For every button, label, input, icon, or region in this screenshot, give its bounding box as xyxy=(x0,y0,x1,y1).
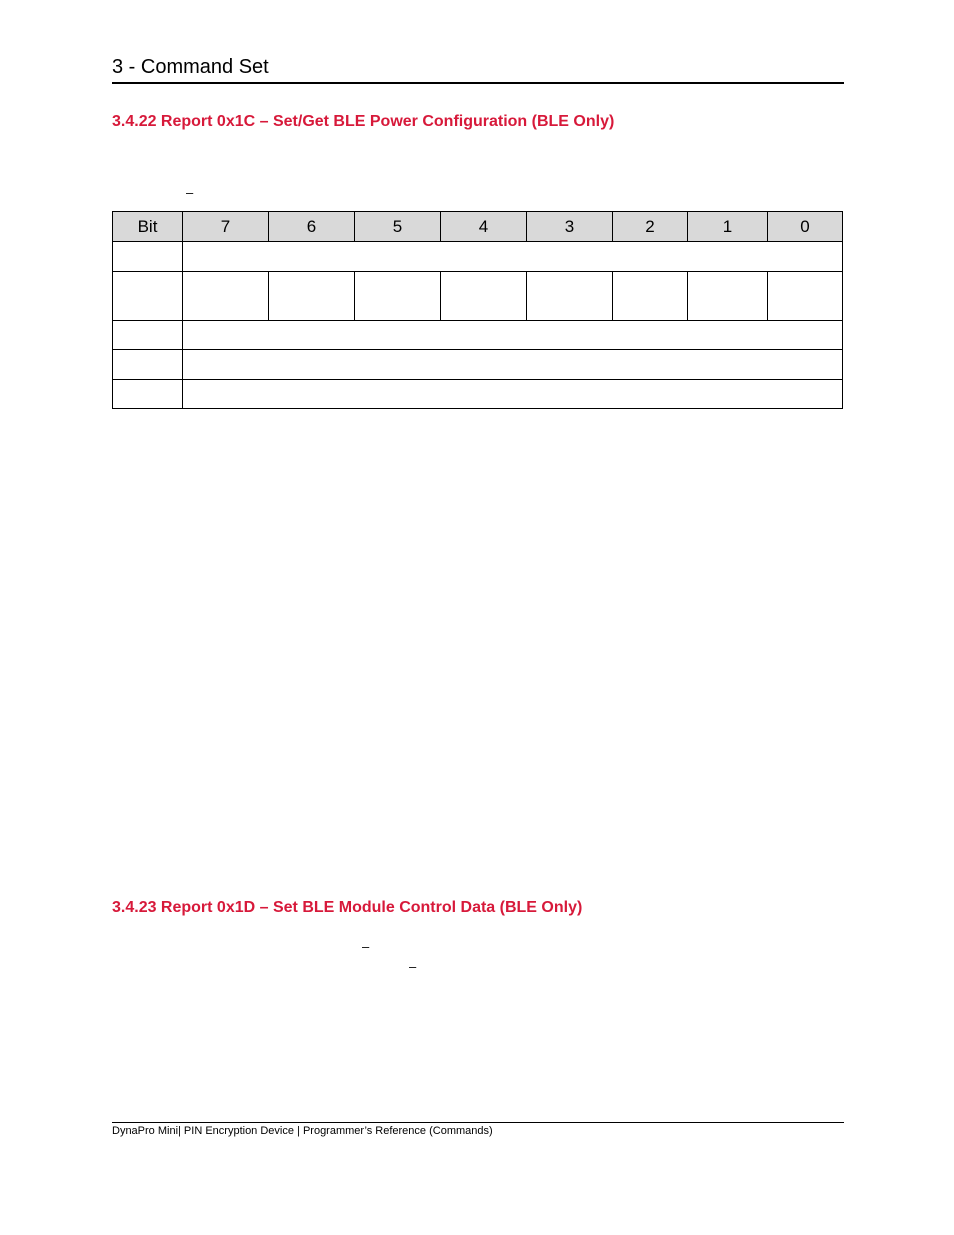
footer-divider xyxy=(112,1122,844,1123)
table-header-cell: Bit xyxy=(113,212,183,242)
chapter-divider xyxy=(112,82,844,84)
table-row xyxy=(113,350,843,380)
table-header-row xyxy=(113,212,843,242)
table-cell-merged xyxy=(183,321,843,350)
table-header-cell: 4 xyxy=(441,212,527,242)
table-cell xyxy=(113,350,183,380)
table-cell xyxy=(113,272,183,321)
table-cell xyxy=(113,242,183,272)
table-row xyxy=(113,242,843,272)
chapter-title: 3 - Command Set xyxy=(112,56,269,78)
table-header-cell: 0 xyxy=(768,212,843,242)
table-row xyxy=(113,380,843,409)
table-cell xyxy=(441,272,527,321)
table-cell xyxy=(688,272,768,321)
table-cell-merged xyxy=(183,350,843,380)
table-header-cell: 1 xyxy=(688,212,768,242)
table-row xyxy=(113,272,843,321)
table-header-cell: 6 xyxy=(269,212,355,242)
table-cell xyxy=(613,272,688,321)
bit-layout-table xyxy=(112,211,843,409)
section-heading-3-4-23: 3.4.23 Report 0x1D – Set BLE Module Control Data (BLE Only) xyxy=(112,899,583,916)
table-cell xyxy=(183,272,269,321)
table-cell xyxy=(527,272,613,321)
table-cell xyxy=(269,272,355,321)
dash-glyph: – xyxy=(362,939,370,954)
table-cell xyxy=(768,272,843,321)
table-header-cell: 7 xyxy=(183,212,269,242)
table-cell xyxy=(355,272,441,321)
dash-glyph: – xyxy=(186,185,194,200)
section-heading-3-4-22: 3.4.22 Report 0x1C – Set/Get BLE Power Configuration (BLE Only) xyxy=(112,113,615,130)
table-row xyxy=(113,321,843,350)
table-cell-merged xyxy=(183,242,843,272)
table-header-cell: 5 xyxy=(355,212,441,242)
table-cell xyxy=(113,380,183,409)
table-cell xyxy=(113,321,183,350)
table-cell-merged xyxy=(183,380,843,409)
dash-glyph: – xyxy=(409,959,417,974)
table-header-cell: 3 xyxy=(527,212,613,242)
table-header-cell: 2 xyxy=(613,212,688,242)
footer-text: DynaPro Mini| PIN Encryption Device | Programmer’s Reference (Commands) xyxy=(112,1125,493,1137)
